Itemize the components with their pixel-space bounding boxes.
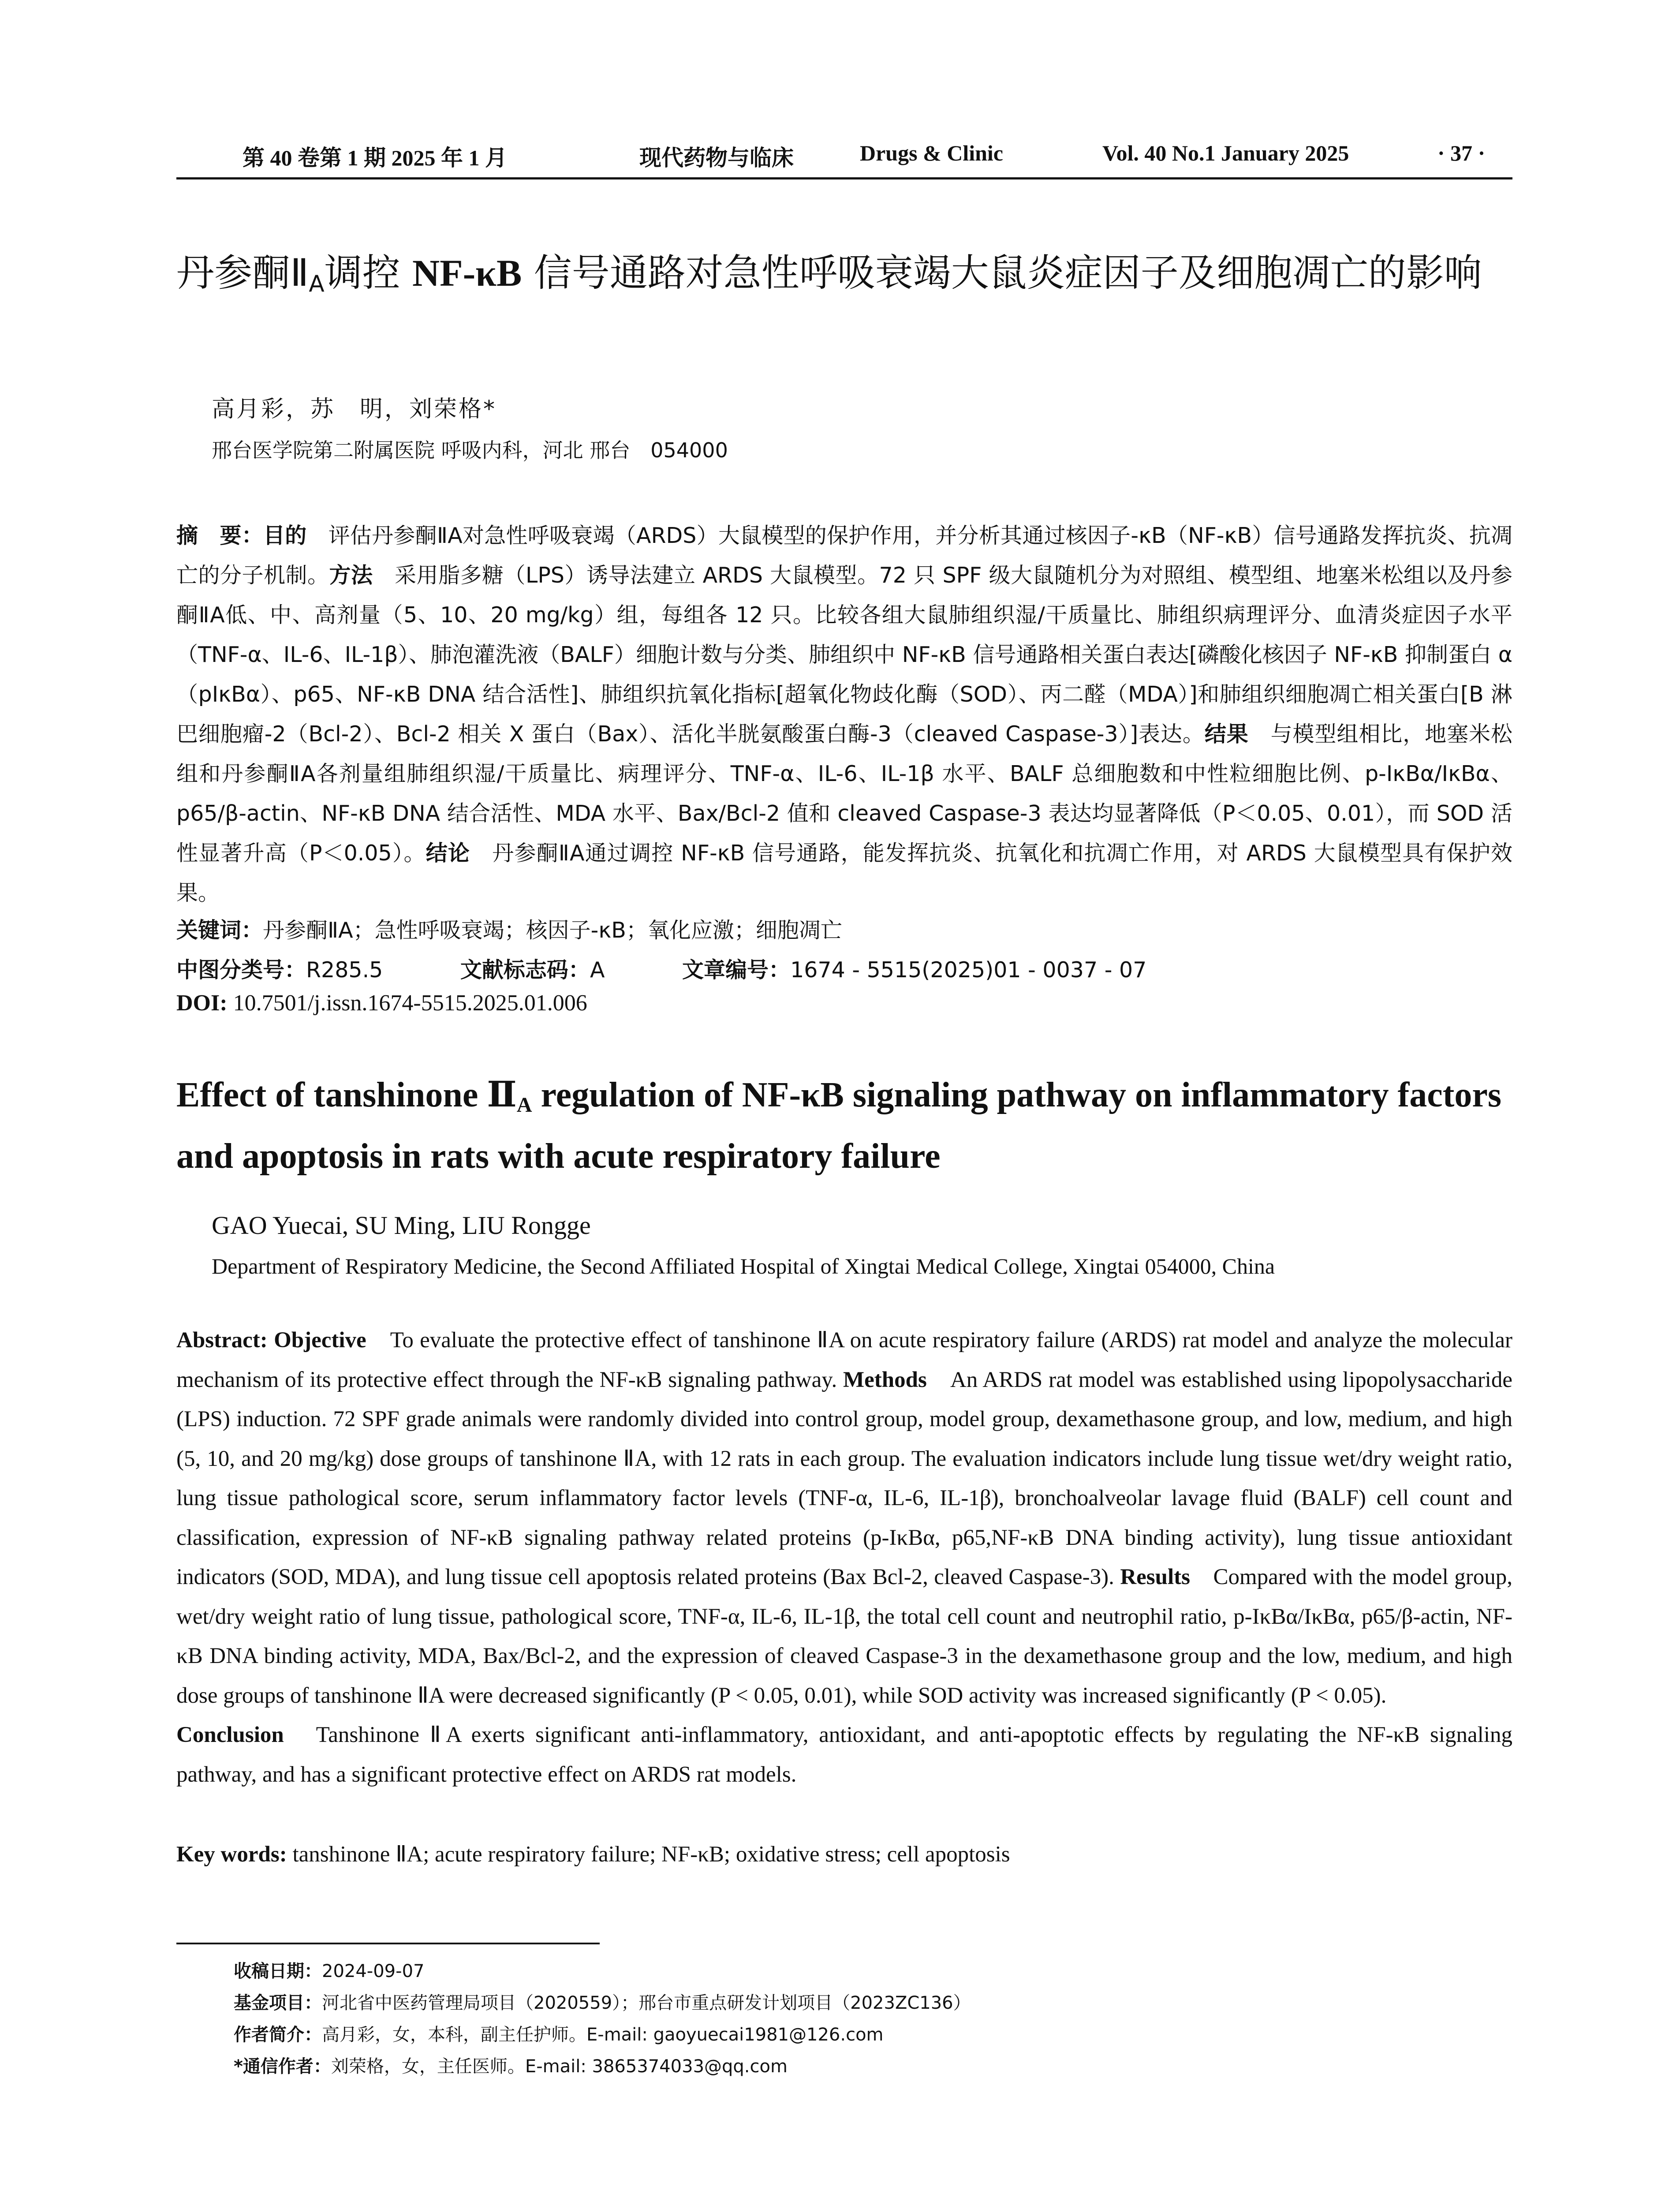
cn-results: 与模型组相比，地塞米松组和丹参酮ⅡA各剂量组肺组织湿/干质量比、病理评分、TNF-α、IL-6、IL-1β 水平、BALF 总细胞数和中性粒细胞比例、p-IκBα/IκBα、p65/β-actin、NF-κB DNA 结合活性、MDA 水平、Bax/Bcl-2 值和 cleaved Caspase-3 表达均显著降低（P＜0.05、0.01），而 SOD 活性显著升高（P＜0.05）。 bbox=[176, 721, 1512, 866]
footnote-author bbox=[234, 2022, 884, 2048]
author-value: 高月彩，女，本科，副主任护师。E-mail: gaoyuecai1981@126.com bbox=[322, 2025, 884, 2045]
article-no-item bbox=[682, 950, 1146, 990]
en-title-part1: Effect of tanshinone Ⅱ bbox=[176, 1076, 517, 1114]
en-abstract bbox=[176, 1321, 1512, 1794]
en-keywords-label: Key words: bbox=[176, 1842, 287, 1867]
en-results: Compared with the model group, wet/dry weight ratio of lung tissue, pathological score, TNF-α, IL-6, IL-1β, the total cell count and neutrophil ratio, p-IκBα/IκBα, p65/β-actin, NF-κB DNA binding activity, MDA, Bax/Bcl-2, and the expression of cleaved Caspase-3 in the dexamethasone group and the low, medium, and high dose groups of tanshinone ⅡA were decreased significantly (P < 0.05, 0.01), while SOD activity was increased significantly (P < 0.05). bbox=[176, 1565, 1512, 1708]
cn-objective: 评估丹参酮ⅡA对急性呼吸衰竭（ARDS）大鼠模型的保护作用，并分析其通过核因子-κB（NF-κB）信号通路发挥抗炎、抗凋亡的分子机制。 bbox=[176, 523, 1512, 588]
author-label: 作者简介： bbox=[234, 2025, 322, 2045]
cn-abstract bbox=[176, 516, 1512, 913]
en-affiliation: Department of Respiratory Medicine, the Second Affiliated Hospital of Xingtai Medical College, Xingtai 054000, China bbox=[212, 1254, 1275, 1278]
cn-affiliation: 邢台医学院第二附属医院 呼吸内科，河北 邢台 054000 bbox=[212, 438, 728, 462]
en-keywords bbox=[176, 1841, 1010, 1867]
doc-code-value: A bbox=[590, 957, 605, 983]
cn-abstract-label: 摘 要： bbox=[176, 523, 263, 548]
page-number: · 37 · bbox=[1437, 141, 1486, 165]
doi-value: 10.7501/j.issn.1674-5515.2025.01.006 bbox=[227, 990, 587, 1016]
en-objective-label: Objective bbox=[267, 1328, 366, 1353]
header-cn-issue: 第 40 卷第 1 期 2025 年 1 月 bbox=[243, 146, 507, 170]
cn-keywords bbox=[176, 911, 1512, 950]
corr-value: 刘荣格，女，主任医师。E-mail: 3865374033@qq.com bbox=[331, 2056, 788, 2077]
footnote-rule bbox=[176, 1943, 600, 1944]
cn-conclusion-label: 结论 bbox=[426, 841, 470, 866]
en-conclusion-label: Conclusion bbox=[176, 1723, 284, 1747]
doi-label: DOI: bbox=[176, 990, 228, 1016]
cn-title-part1: 丹参酮Ⅱ bbox=[176, 251, 309, 295]
en-title-part2: regulation of NF-κB signaling pathway on inflammatory factors and apoptosis in rats with acute respiratory failure bbox=[176, 1076, 1501, 1176]
clc-item bbox=[176, 950, 383, 990]
footnote-corresponding bbox=[234, 2053, 788, 2080]
cn-title-sub: A bbox=[309, 270, 325, 297]
header-cn-journal: 现代药物与临床 bbox=[639, 145, 794, 171]
en-title-sub: A bbox=[516, 1093, 532, 1117]
cn-title bbox=[176, 245, 1512, 312]
header-rule bbox=[176, 177, 1512, 179]
header-en-issue: Vol. 40 No.1 January 2025 bbox=[1102, 141, 1349, 165]
en-conclusion: Tanshinone ⅡA exerts significant anti-inflammatory, antioxidant, and anti-apoptotic effects by regulating the NF-κB signaling pathway, and has a significant protective effect on ARDS rat models. bbox=[176, 1723, 1512, 1787]
received-label: 收稿日期： bbox=[234, 1961, 322, 1981]
cn-methods: 采用脂多糖（LPS）诱导法建立 ARDS 大鼠模型。72 只 SPF 级大鼠随机分为对照组、模型组、地塞米松组以及丹参酮ⅡA低、中、高剂量（5、10、20 mg/kg）组，每组各 12 只。比较各组大鼠肺组织湿/干质量比、肺组织病理评分、血清炎症因子水平（TNF-α、IL-6、IL-1β）、肺泡灌洗液（BALF）细胞计数与分类、肺组织中 NF-κB 信号通路相关蛋白表达[磷酸化核因子 NF-κB 抑制蛋白 α（pIκBα）、p65、NF-κB DNA 结合活性]、肺组织抗氧化指标[超氧化物歧化酶（SOD）、丙二醛（MDA）]和肺组织细胞凋亡相关蛋白[B 淋巴细胞瘤-2（Bcl-2）、Bcl-2 相关 X 蛋白（Bax）、活化半胱氨酸蛋白酶-3（cleaved Caspase-3）]表达。 bbox=[176, 563, 1512, 747]
en-authors: GAO Yuecai, SU Ming, LIU Rongge bbox=[212, 1211, 591, 1240]
en-methods: An ARDS rat model was established using lipopolysaccharide (LPS) induction. 72 SPF grade animals were randomly divided into control group, model group, dexamethasone group, and low, medium, and high (5, 10, and 20 mg/kg) dose groups of tanshinone ⅡA, with 12 rats in each group. The evaluation indicators include lung tissue wet/dry weight ratio, lung tissue pathological score, serum inflammatory factor levels (TNF-α, IL-6, IL-1β), bronchoalveolar lavage fluid (BALF) cell count and classification, expression of NF-κB signaling pathway related proteins (p-IκBα, p65,NF-κB DNA binding activity), lung tissue antioxidant indicators (SOD, MDA), and lung tissue cell apoptosis related proteins (Bax Bcl-2, cleaved Caspase-3). bbox=[176, 1367, 1512, 1589]
en-abstract-label: Abstract: bbox=[176, 1328, 268, 1353]
en-methods-label: Methods bbox=[837, 1367, 927, 1392]
footnote-fund bbox=[234, 1990, 971, 2016]
cn-keywords-label: 关键词： bbox=[176, 918, 263, 943]
cn-objective-label: 目的 bbox=[263, 523, 307, 548]
clc-label: 中图分类号： bbox=[176, 957, 306, 983]
cn-authors: 高月彩，苏 明，刘荣格* bbox=[212, 396, 497, 422]
corr-label: *通信作者： bbox=[234, 2056, 331, 2077]
article-no-value: 1674 - 5515(2025)01 - 0037 - 07 bbox=[790, 957, 1147, 983]
cn-title-latin: NF-κB bbox=[412, 252, 522, 294]
fund-value: 河北省中医药管理局项目（2020559）；邢台市重点研发计划项目（2023ZC136） bbox=[322, 1993, 971, 2013]
cn-conclusion: 丹参酮ⅡA通过调控 NF-κB 信号通路，能发挥抗炎、抗氧化和抗凋亡作用，对 ARDS 大鼠模型具有保护效果。 bbox=[176, 841, 1512, 905]
en-objective: To evaluate the protective effect of tanshinone ⅡA on acute respiratory failure (ARDS) rat model and analyze the molecular mechanism of its protective effect through the NF-κB signaling pathway. bbox=[176, 1328, 1513, 1392]
cn-title-part2: 调控 bbox=[324, 251, 412, 295]
cn-results-label: 结果 bbox=[1204, 721, 1249, 747]
cn-classification bbox=[176, 950, 1512, 990]
en-results-label: Results bbox=[1114, 1565, 1190, 1589]
en-title bbox=[176, 1069, 1512, 1182]
article-no-label: 文章编号： bbox=[682, 957, 791, 983]
doi-line bbox=[176, 990, 587, 1016]
running-header bbox=[176, 140, 1512, 180]
doc-code-item bbox=[460, 950, 605, 990]
cn-methods-label: 方法 bbox=[329, 563, 373, 588]
doc-code-label: 文献标志码： bbox=[460, 957, 590, 983]
cn-title-part3: 信号通路对急性呼吸衰竭大鼠炎症因子及细胞凋亡的影响 bbox=[522, 251, 1482, 295]
en-keywords-text: tanshinone ⅡA; acute respiratory failure; NF-κB; oxidative stress; cell apoptosis bbox=[287, 1842, 1010, 1867]
received-value: 2024-09-07 bbox=[322, 1961, 425, 1981]
header-en-journal: Drugs & Clinic bbox=[860, 141, 1003, 165]
clc-value: R285.5 bbox=[306, 957, 383, 983]
cn-keywords-text: 丹参酮ⅡA；急性呼吸衰竭；核因子-κB；氧化应激；细胞凋亡 bbox=[263, 918, 842, 943]
fund-label: 基金项目： bbox=[234, 1993, 322, 2013]
footnote-received bbox=[234, 1958, 424, 1984]
